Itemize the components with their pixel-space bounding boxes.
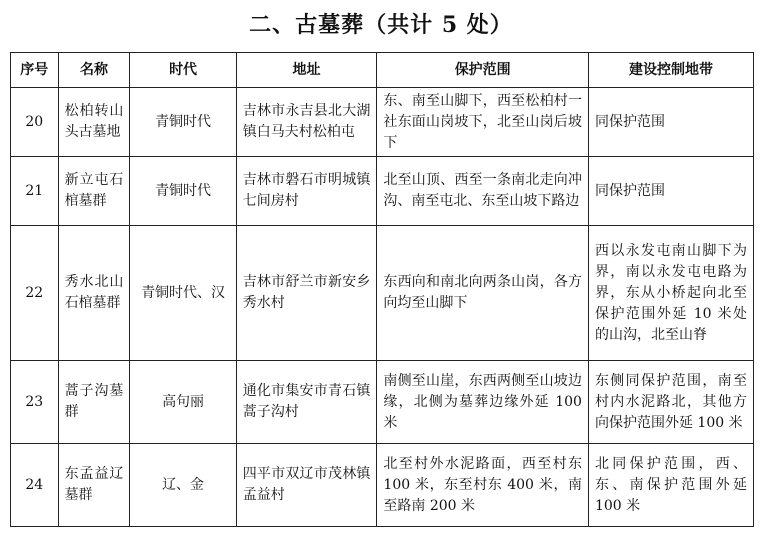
cell-index: 24 xyxy=(11,444,59,527)
table-row xyxy=(11,361,754,444)
cell-address: 吉林市磐石市明城镇七间房村 xyxy=(236,157,377,226)
cell-name: 秀水北山石棺墓群 xyxy=(58,226,130,361)
cell-address: 通化市集安市青石镇蒿子沟村 xyxy=(236,361,377,444)
header-name: 名称 xyxy=(58,53,130,88)
cell-era: 青铜时代 xyxy=(130,157,236,226)
cell-name: 东孟益辽墓群 xyxy=(58,444,130,527)
cell-index: 22 xyxy=(11,226,59,361)
cell-control-zone: 同保护范围 xyxy=(588,88,753,157)
header-index: 序号 xyxy=(11,53,59,88)
cell-address: 吉林市永吉县北大湖镇白马夫村松柏屯 xyxy=(236,88,377,157)
header-era: 时代 xyxy=(130,53,236,88)
cell-index: 21 xyxy=(11,157,59,226)
cell-protection-range: 东、南至山脚下，西至松柏村一社东面山岗坡下，北至山岗后坡下 xyxy=(377,88,589,157)
cell-era: 青铜时代 xyxy=(130,88,236,157)
cell-era: 高句丽 xyxy=(130,361,236,444)
cell-era: 青铜时代、汉 xyxy=(130,226,236,361)
cell-protection-range: 南侧至山崖，东西两侧至山坡边缘，北侧为墓葬边缘外延 100 米 xyxy=(377,361,589,444)
table-row xyxy=(11,157,754,226)
header-protection-range: 保护范围 xyxy=(377,53,589,88)
cell-protection-range: 东西向和南北向两条山岗，各方向均至山脚下 xyxy=(377,226,589,361)
cell-index: 20 xyxy=(11,88,59,157)
cell-protection-range: 北至村外水泥路面，西至村东 100 米，东至村东 400 米，南至路南 200 米 xyxy=(377,444,589,527)
header-address: 地址 xyxy=(236,53,377,88)
section-title: 二、古墓葬（共计 5 处） xyxy=(249,12,513,38)
cell-control-zone: 同保护范围 xyxy=(588,157,753,226)
cell-name: 新立屯石棺墓群 xyxy=(58,157,130,226)
cell-index: 23 xyxy=(11,361,59,444)
cell-control-zone: 东侧同保护范围，南至村内水泥路北，其他方向保护范围外延 100 米 xyxy=(588,361,753,444)
table-row xyxy=(11,444,754,527)
heritage-table xyxy=(10,52,754,527)
header-construction-control-zone: 建设控制地带 xyxy=(588,53,753,88)
cell-address: 四平市双辽市茂林镇孟益村 xyxy=(236,444,377,527)
cell-era: 辽、金 xyxy=(130,444,236,527)
cell-name: 松柏转山头古墓地 xyxy=(58,88,130,157)
cell-control-zone: 西以永发屯南山脚下为界，南以永发屯电路为界，东从小桥起向北至保护范围外延 10 米处的山沟，北至山脊 xyxy=(588,226,753,361)
cell-name: 蒿子沟墓群 xyxy=(58,361,130,444)
table-row xyxy=(11,88,754,157)
table-row xyxy=(11,226,754,361)
table-header-row xyxy=(11,53,754,88)
cell-address: 吉林市舒兰市新安乡秀水村 xyxy=(236,226,377,361)
cell-control-zone: 北同保护范围，西、东、南保护范围外延 100 米 xyxy=(588,444,753,527)
cell-protection-range: 北至山顶、西至一条南北走向冲沟、南至屯北、东至山坡下路边 xyxy=(377,157,589,226)
